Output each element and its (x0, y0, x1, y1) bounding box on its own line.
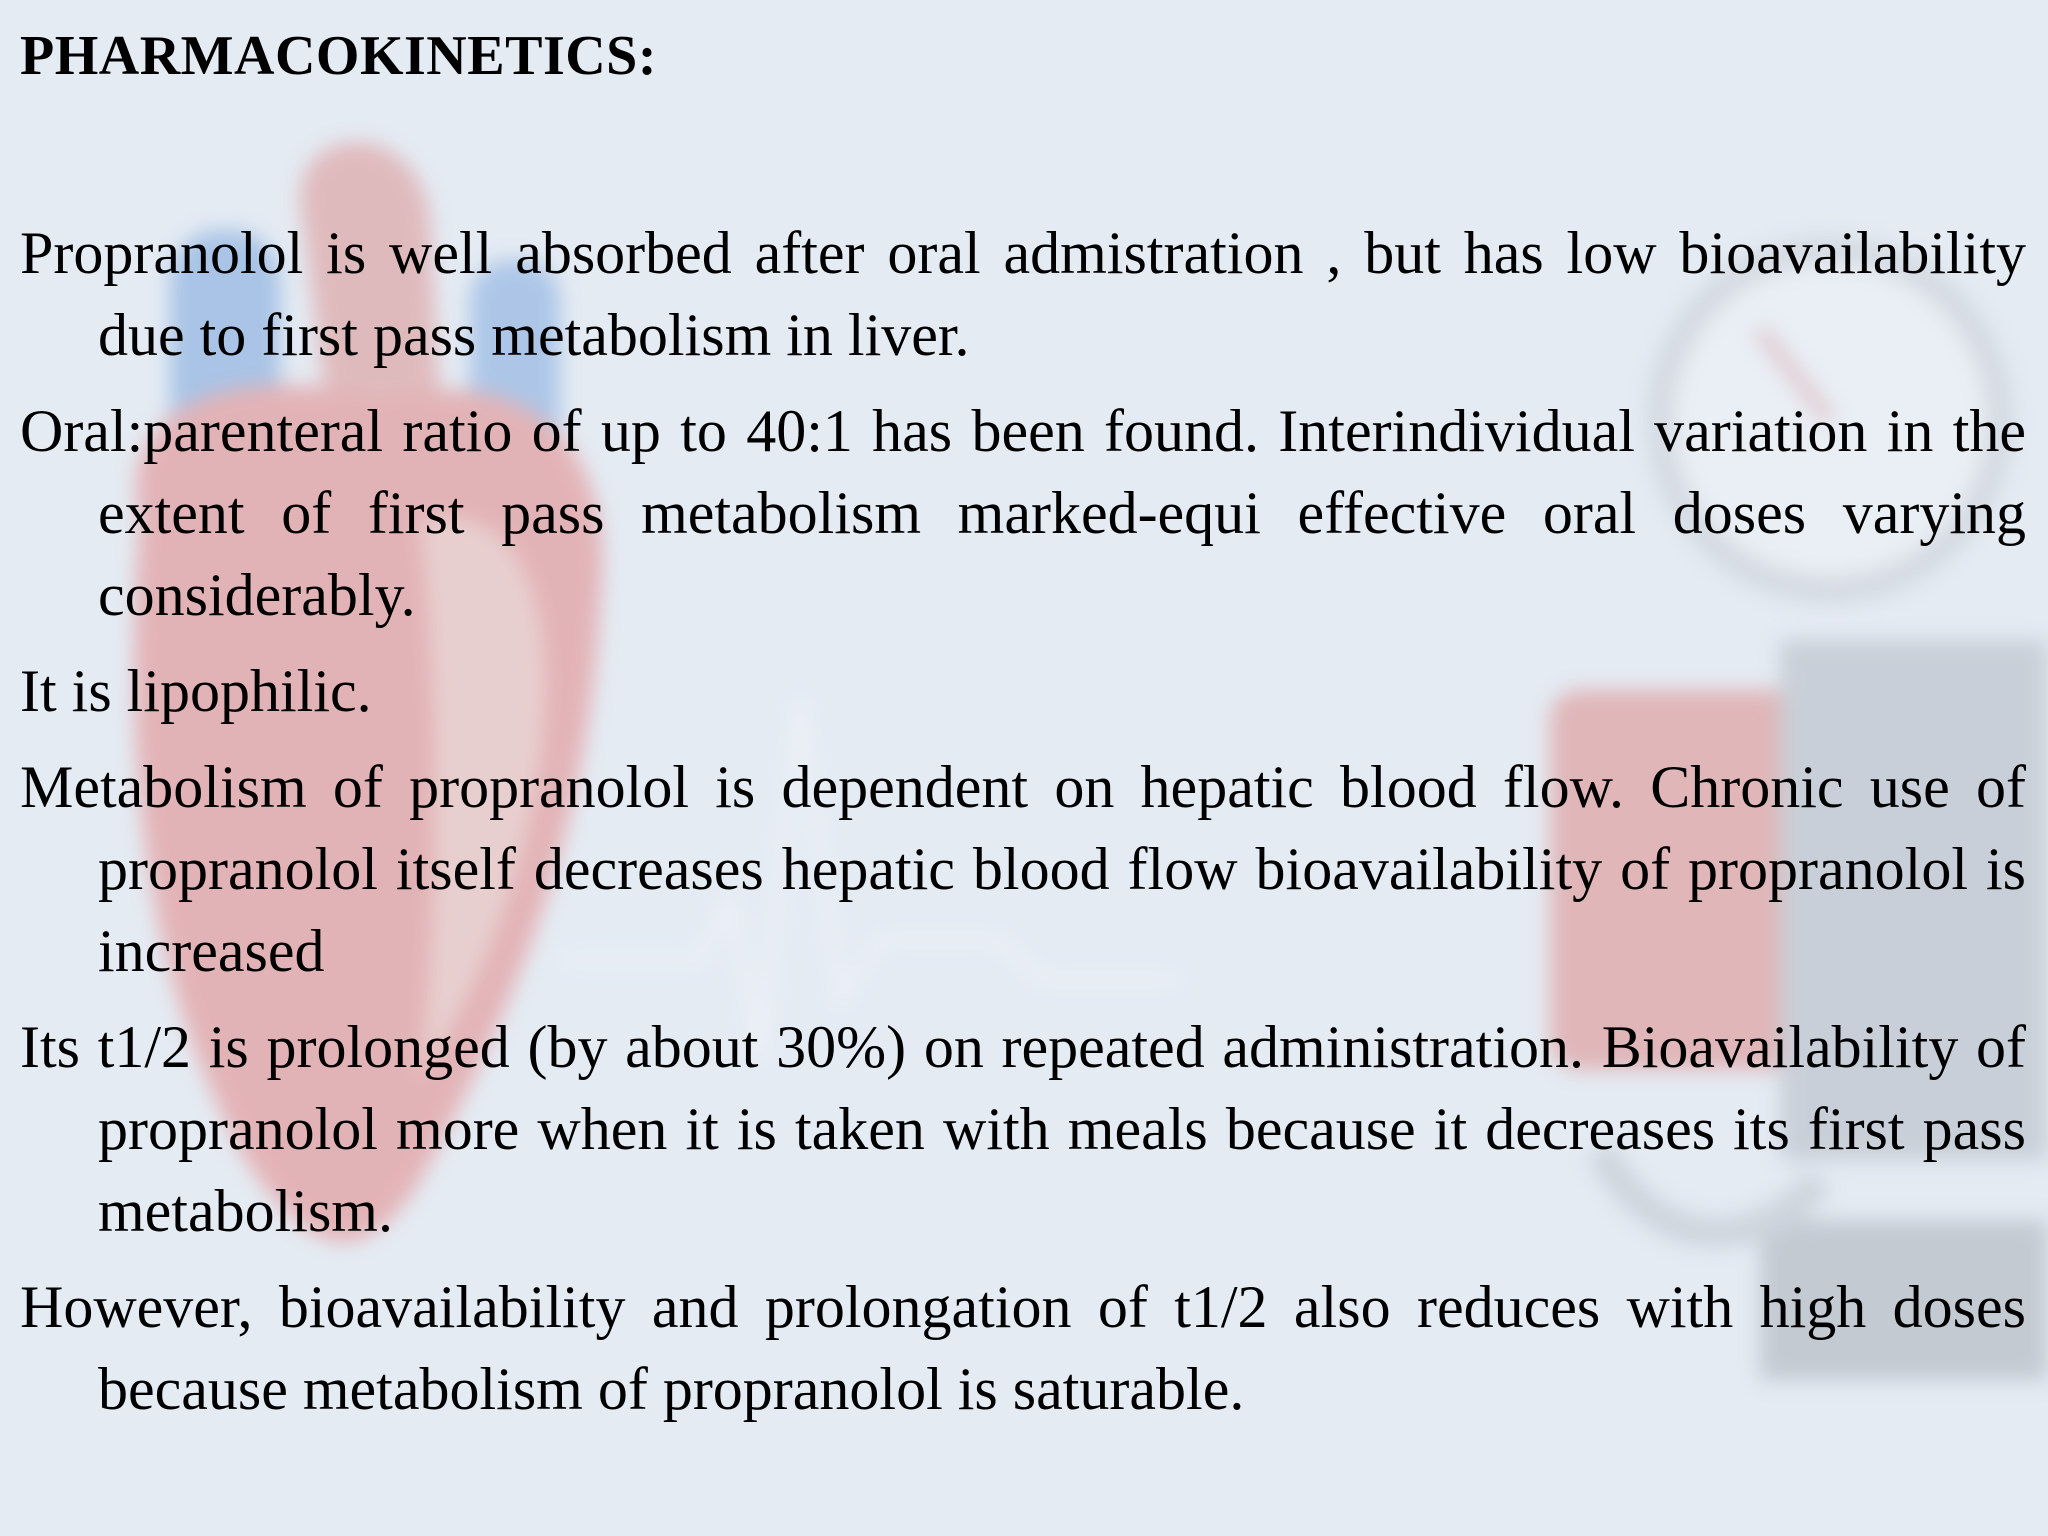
bullet-item-lipophilic: It is lipophilic. (20, 658, 372, 724)
bullet-item-absorption: Propranolol is well absorbed after oral admistration , but has low bioavailability due to first pass metabolism in liver. (20, 220, 2026, 368)
slide-title: PHARMACOKINETICS: (20, 25, 657, 87)
bullet-item-high-doses: However, bioavailability and prolongation of t1/2 also reduces with high doses because metabolism of propranolol is saturable. (20, 1274, 2026, 1422)
bullet-list (20, 212, 2026, 1444)
bullet-item-half-life: Its t1/2 is prolonged (by about 30%) on repeated administration. Bioavailability of propranolol more when it is taken with meals because it decreases its first pass metabolism. (20, 1014, 2026, 1244)
bullet-item-hepatic-metabolism: Metabolism of propranolol is dependent on hepatic blood flow. Chronic use of propranolol itself decreases hepatic blood flow bioavailability of propranolol is increased (20, 754, 2026, 984)
bullet-item-oral-parenteral-ratio: Oral:parenteral ratio of up to 40:1 has been found. Interindividual variation in the extent of first pass metabolism marked-equi effective oral doses varying considerably. (20, 398, 2026, 628)
